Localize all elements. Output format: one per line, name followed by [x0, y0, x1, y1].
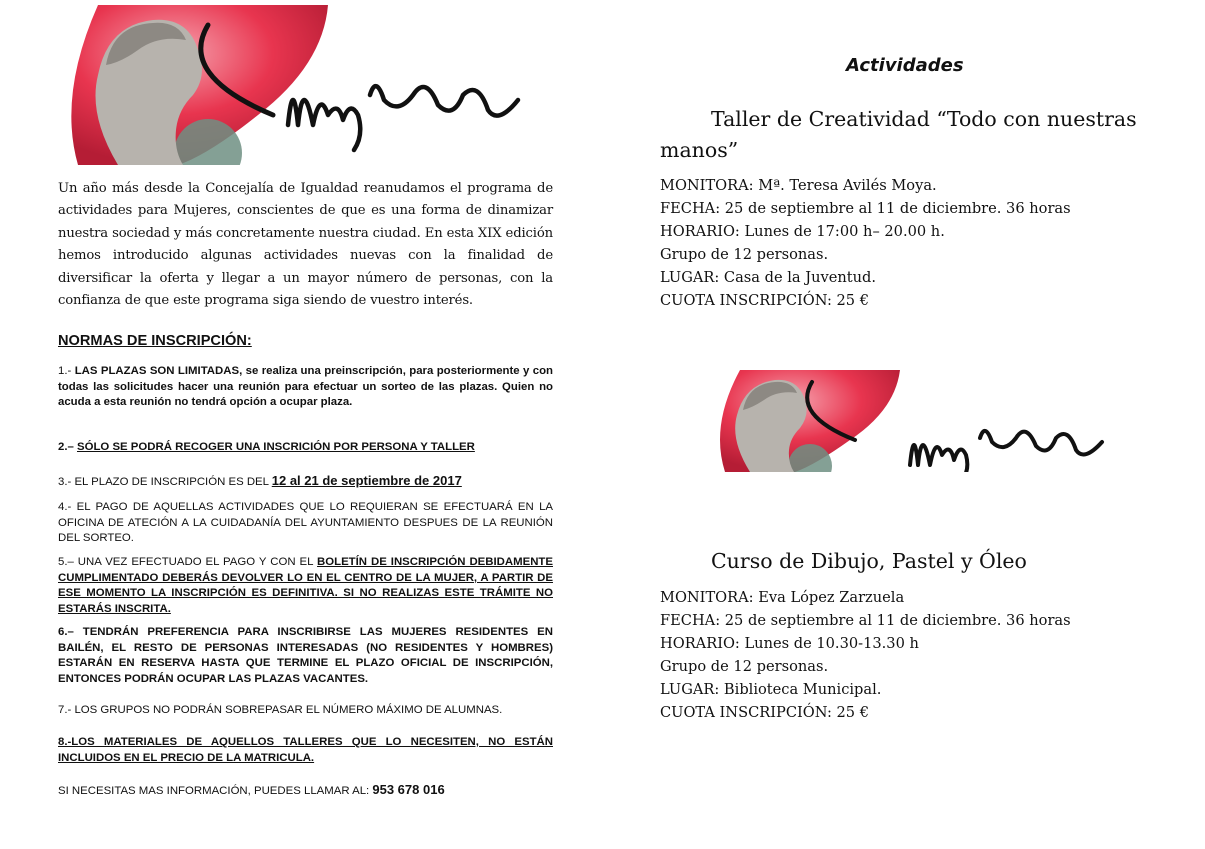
info-line: SI NECESITAS MAS INFORMACIÓN, PUEDES LLAMAR AL: 953 678 016	[58, 782, 445, 797]
course1-grupo: Grupo de 12 personas.	[660, 246, 829, 264]
actividades-title: Actividades	[846, 55, 964, 76]
course2-horario: HORARIO: Lunes de 10.30-13.30 h	[660, 635, 919, 653]
mujeres-script-2	[910, 431, 1102, 472]
rule-2: 2.– SÓLO SE PODRÁ RECOGER UNA INSCRICIÓN POR PERSONA Y TALLER	[58, 441, 475, 453]
course1-monitora: MONITORA: Mª. Teresa Avilés Moya.	[660, 177, 937, 194]
mujeres-logo-art-2	[710, 370, 1130, 472]
phone-number: 953 678 016	[372, 782, 445, 797]
rule-7: 7.- LOS GRUPOS NO PODRÁN SOBREPASAR EL NÚMERO MÁXIMO DE ALUMNAS.	[58, 704, 503, 716]
course2-fecha: FECHA: 25 de septiembre al 11 de diciembre. 36 horas	[660, 612, 1071, 630]
course2-grupo: Grupo de 12 personas.	[660, 658, 829, 676]
course1-title-line2: manos”	[660, 138, 739, 162]
mujeres-script	[288, 86, 518, 150]
rule-1: 1.- LAS PLAZAS SON LIMITADAS, se realiza una preinscripción, para posteriormente y con todas las solicitudes hacer una reunión para efectuar un sorteo de las plazas. Quien no acuda a esta reunión no tendrá opción a ocupar plaza.	[58, 365, 554, 409]
rule-3: 3.- EL PLAZO DE INSCRIPCIÓN ES DEL 12 al 21 de septiembre de 2017	[58, 473, 462, 488]
course1-cuota: CUOTA INSCRIPCIÓN: 25 €	[660, 292, 870, 310]
course2-lugar: LUGAR: Biblioteca Municipal.	[660, 681, 882, 699]
course2-details	[660, 586, 1071, 725]
mujeres-logo-top	[58, 5, 548, 165]
course1-lugar: LUGAR: Casa de la Juventud.	[660, 269, 877, 287]
mujeres-logo-middle	[710, 370, 1130, 472]
rule-5: 5.– UNA VEZ EFECTUADO EL PAGO Y CON EL BOLETÍN DE INSCRIPCIÓN DEBIDAMENTE CUMPLIMENTADO DEBERÁS DEVOLVER LO EN EL CENTRO DE LA MUJER, A PARTIR DE ESE MOMENTO LA INSCRIPCIÓN ES DEFINITIVA. SI NO REALIZAS ESTE TRÁMITE NO ESTARÁS INSCRITA.	[58, 556, 553, 615]
rule-4: 4.- EL PAGO DE AQUELLAS ACTIVIDADES QUE LO REQUIERAN SE EFECTUARÁ EN LA OFICINA DE ATECIÓN A LA CUIDADANÍA DEL AYUNTAMIENTO DESPUES DE LA REUNIÓN DEL SORTEO.	[58, 501, 553, 545]
mujeres-logo-art	[58, 5, 548, 165]
course2-title: Curso de Dibujo, Pastel y Óleo	[711, 549, 1027, 573]
course1-fecha: FECHA: 25 de septiembre al 11 de diciembre. 36 horas	[660, 200, 1071, 218]
course1-title-line1: Taller de Creatividad “Todo con nuestras	[711, 107, 1137, 131]
intro-paragraph: Un año más desde la Concejalía de Igualdad reanudamos el programa de actividades para Mujeres, conscientes de que es una forma de dinamizar nuestra sociedad y más concretamente nuestra ciudad. En esta XIX edición hemos introducido algunas actividades nuevas con la finalidad de diversificar la oferta y llegar a un mayor número de personas, con la confianza de que este programa siga siendo de vuestro interés.	[58, 181, 553, 309]
inscription-dates: 12 al 21 de septiembre de 2017	[271, 473, 462, 488]
course2-cuota: CUOTA INSCRIPCIÓN: 25 €	[660, 704, 870, 722]
normas-title: NORMAS DE INSCRIPCIÓN:	[58, 333, 252, 349]
course2-monitora: MONITORA: Eva López Zarzuela	[660, 589, 905, 606]
rule-8: 8.-LOS MATERIALES DE AQUELLOS TALLERES QUE LO NECESITEN, NO ESTÁN INCLUIDOS EN EL PRECIO DE LA MATRICULA.	[58, 736, 553, 764]
course1-details	[660, 174, 1071, 313]
rule-6: 6.– TENDRÁN PREFERENCIA PARA INSCRIBIRSE LAS MUJERES RESIDENTES EN BAILÉN, EL RESTO DE PERSONAS INTERESADAS (NO RESIDENTES Y HOMBRES) ESTARÁN EN RESERVA HASTA QUE TERMINE EL PLAZO OFICIAL DE INSCRIPCIÓN, ENTONCES PODRÁN OCUPAR LAS PLAZAS VACANTES.	[58, 626, 553, 685]
course1-horario: HORARIO: Lunes de 17:00 h– 20.00 h.	[660, 223, 945, 241]
